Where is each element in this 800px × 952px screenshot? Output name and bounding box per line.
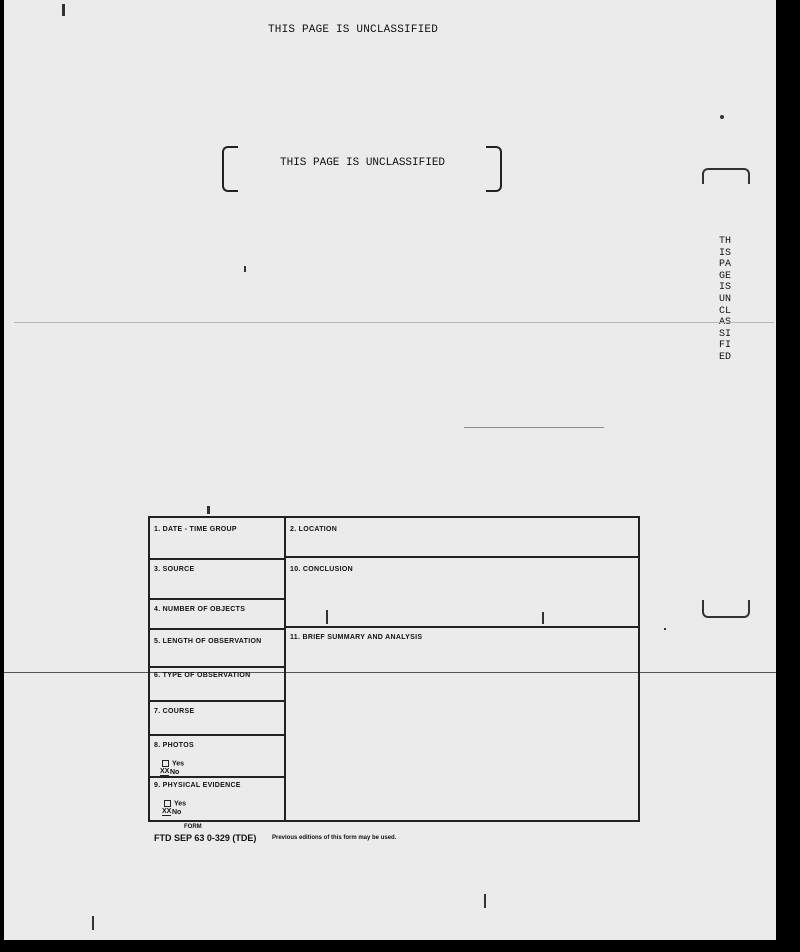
scan-speck: [62, 4, 65, 16]
brief-summary-cell: [286, 628, 638, 820]
date-time-group-label: 1. DATE - TIME GROUP: [154, 526, 237, 533]
evidence-yes-label: Yes: [174, 800, 187, 808]
course-cell: [150, 702, 286, 736]
photos-no-mark: XX: [160, 768, 170, 775]
scan-artifact-line: [14, 322, 774, 323]
number-of-objects-cell: [150, 600, 286, 630]
checkbox-icon: [162, 760, 169, 767]
number-of-objects-label: 4. NUMBER OF OBJECTS: [154, 606, 246, 613]
scan-speck: [484, 894, 486, 908]
form-label: FORM: [184, 824, 202, 830]
scanned-page: [4, 0, 776, 940]
brief-summary-label: 11. BRIEF SUMMARY AND ANALYSIS: [290, 634, 423, 641]
side-stamp-top-bracket: [702, 168, 750, 184]
date-time-group-cell: [150, 518, 286, 560]
scan-speck: [720, 115, 724, 119]
evidence-no-option[interactable]: [162, 808, 181, 816]
source-label: 3. SOURCE: [154, 566, 195, 573]
scan-artifact-line: [464, 427, 604, 428]
vertical-classification-stamp: [698, 168, 750, 618]
location-label: 2. LOCATION: [290, 526, 338, 533]
length-of-observation-label: 5. LENGTH OF OBSERVATION: [154, 638, 262, 645]
classification-banner: THIS PAGE IS UNCLASSIFIED: [268, 24, 439, 36]
evidence-yes-option[interactable]: [164, 800, 186, 807]
project-record-form: [148, 516, 640, 822]
photos-yes-label: Yes: [172, 760, 185, 768]
scan-speck: [92, 916, 94, 930]
photos-no-option[interactable]: [160, 768, 179, 776]
checkbox-icon: [164, 800, 171, 807]
photos-yes-option[interactable]: [162, 760, 184, 767]
source-cell: [150, 560, 286, 600]
scan-speck: [244, 266, 246, 272]
side-stamp-bottom-bracket: [702, 600, 750, 618]
classification-stamp: [222, 144, 502, 192]
photos-label: 8. PHOTOS: [154, 742, 194, 749]
type-of-observation-cell: [150, 668, 286, 702]
scan-speck: [207, 506, 210, 514]
stamp-right-bracket: [486, 146, 502, 192]
location-cell: [286, 518, 638, 558]
photos-no-label: No: [170, 768, 180, 776]
physical-evidence-cell: [150, 778, 286, 820]
stamp-text: THIS PAGE IS UNCLASSIFIED: [280, 157, 446, 169]
physical-evidence-label: 9. PHYSICAL EVIDENCE: [154, 782, 241, 789]
conclusion-cell: [286, 558, 638, 628]
length-of-observation-cell: [150, 630, 286, 668]
type-of-observation-label: 6. TYPE OF OBSERVATION: [154, 672, 251, 679]
photos-cell: [150, 736, 286, 778]
scan-speck: [664, 628, 666, 630]
evidence-no-mark: XX: [162, 808, 172, 815]
stamp-left-bracket: [222, 146, 238, 192]
evidence-no-label: No: [172, 808, 182, 816]
conclusion-label: 10. CONCLUSION: [290, 566, 353, 573]
form-code: FTD SEP 63 0-329 (TDE): [154, 833, 257, 843]
form-footer: [154, 824, 474, 848]
side-stamp-text: THIS PAGE IS UNCL SIFIED: [718, 236, 731, 363]
course-label: 7. COURSE: [154, 708, 195, 715]
form-edition-note: Previous editions of this form may be used.: [272, 835, 397, 841]
